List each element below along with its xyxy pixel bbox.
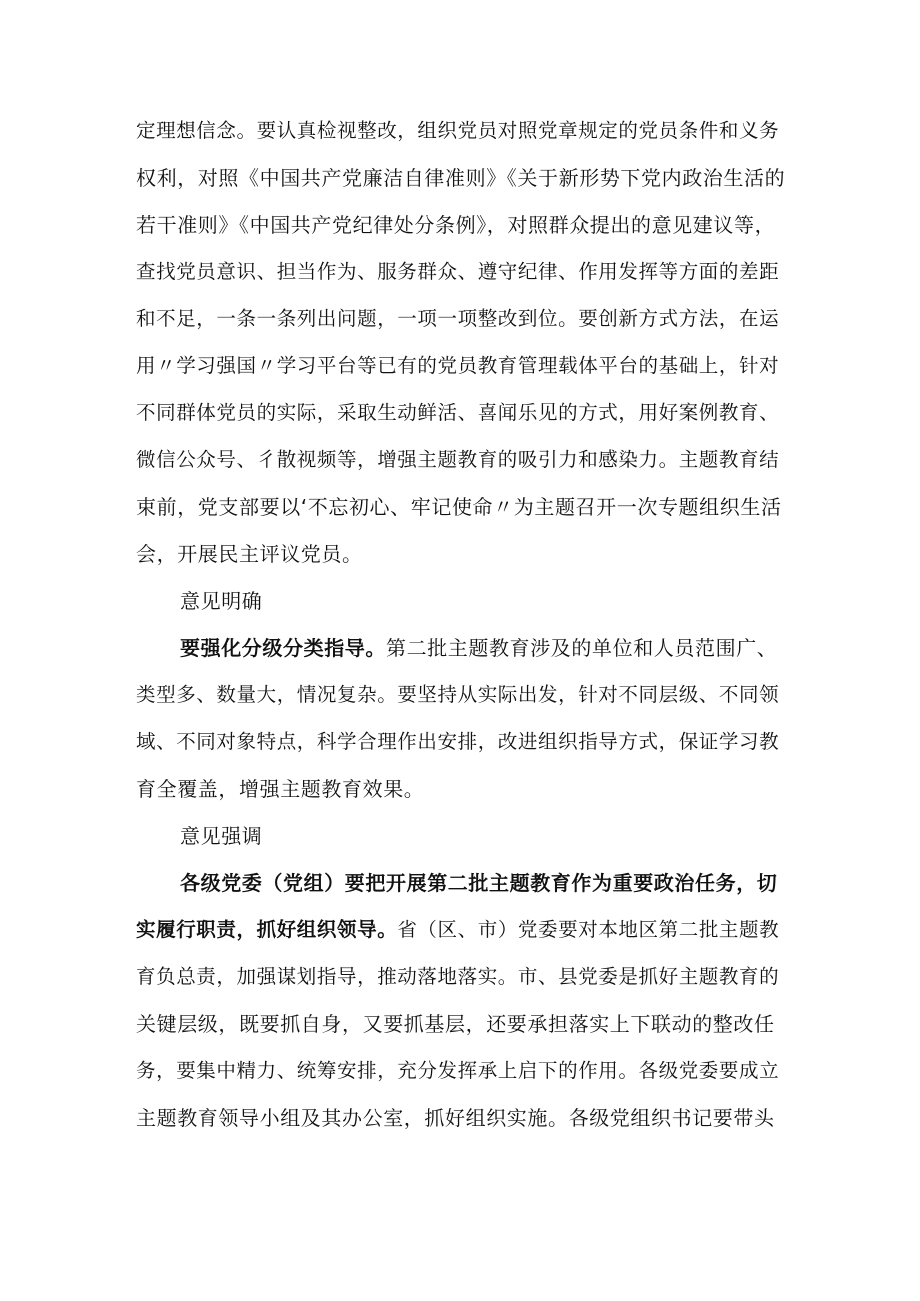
text-line: 域、不同对象特点，科学合理作出安排，改进组织指导方式，保证学习教 <box>136 730 780 753</box>
text-line: 和不足，一条一条列出问题，一项一项整改到位。要创新方式方法，在运 <box>136 307 780 330</box>
bold-lead: 要强化分级分类指导。 <box>180 636 386 660</box>
text-run: 省（区、市）党委要对本地区第二批主题教 <box>397 918 780 941</box>
text-line: 用〃学习强国〃学习平台等已有的党员教育管理载体平台的基础上，针对 <box>136 354 780 377</box>
text-run: 第二批主题教育涉及的单位和人员范围广、 <box>386 636 778 660</box>
text-line: 若干准则》《中国共产党纪律处分条例》，对照群众提出的意见建议等， <box>136 213 776 237</box>
text-line: 束前，党支部要以‘不忘初心、牢记使命〃为主题召开一次专题组织生活 <box>136 495 782 519</box>
section-heading: 意见明确 <box>180 589 263 613</box>
bold-lead: 实履行职责，抓好组织领导。 <box>136 918 398 941</box>
bold-text-line: 各级党委（党组）要把开展第二批主题教育作为重要政治任务，切 <box>180 871 778 895</box>
text-line: 务，要集中精力、统筹安排，充分发挥承上启下的作用。各级党委要成立 <box>136 1059 780 1082</box>
text-line: 不同群体党员的实际，采取生动鲜活、喜闻乐见的方式，用好案例教育、 <box>136 401 780 424</box>
text-line: 主题教育领导小组及其办公室，抓好组织实施。各级党组织书记要带头 <box>136 1106 775 1130</box>
text-line: 微信公众号、彳散视频等，增强主题教育的吸引力和感染力。主题教育结 <box>136 448 780 471</box>
text-line: 类型多、数量大，情况复杂。要坚持从实际出发，针对不同层级、不同领 <box>136 683 780 706</box>
text-line <box>180 636 777 660</box>
section-heading: 意见强调 <box>180 824 263 848</box>
text-line: 查找党员意识、担当作为、服务群众、遵守纪律、作用发挥等方面的差距 <box>136 260 780 283</box>
text-line: 育负总责，加强谋划指导，推动落地落实。市、县党委是抓好主题教育的 <box>136 965 780 988</box>
text-line: 定理想信念。要认真检视整改，组织党员对照党章规定的党员条件和义务 <box>136 119 780 142</box>
text-line: 关键层级，既要抓自身，又要抓基层，还要承担落实上下联动的整改任 <box>136 1012 775 1036</box>
text-line: 育全覆盖，增强主题教育效果。 <box>136 777 425 801</box>
text-line <box>136 918 779 942</box>
text-line: 权利，对照《中国共产党廉洁自律准则》《关于新形势下党内政治生活的 <box>136 166 786 190</box>
text-line: 会，开展民主评议党员。 <box>136 542 363 566</box>
